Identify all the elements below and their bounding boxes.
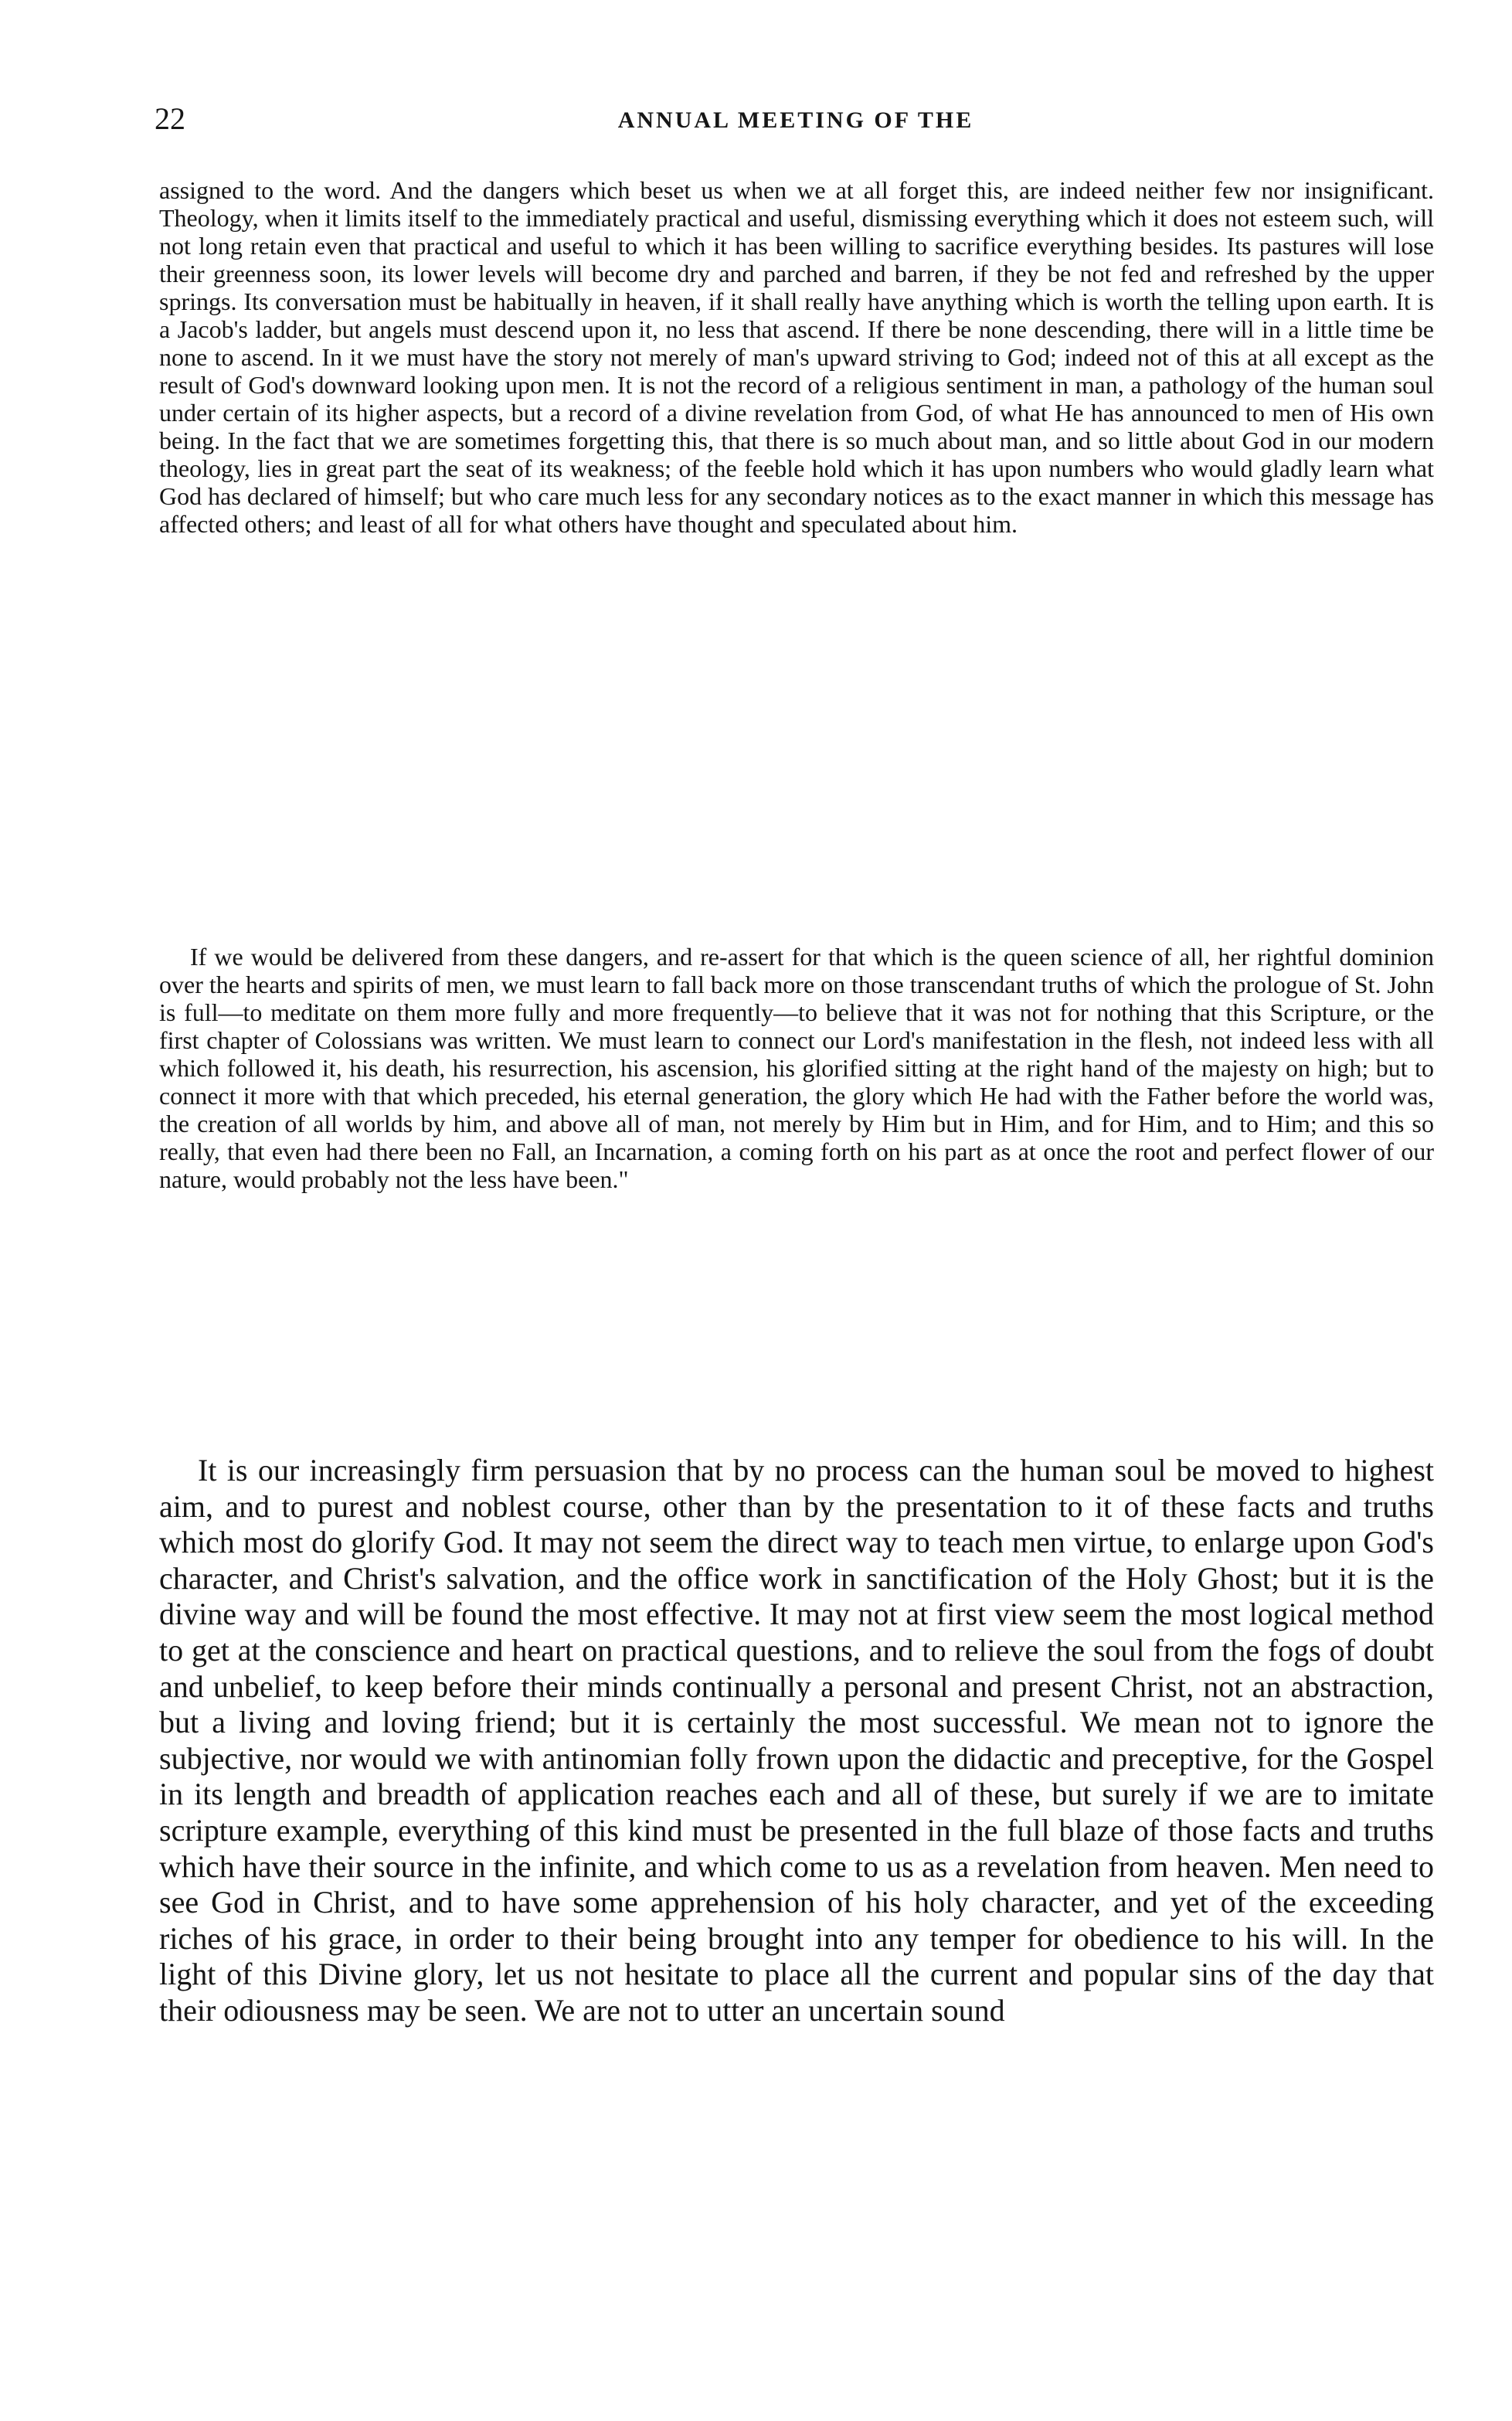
running-head: ANNUAL MEETING OF THE — [617, 107, 974, 133]
quoted-paragraph-2: If we would be delivered from these dangers, and re-assert for that which is the queen science of all, her rightful dominion over the hearts and spirits of men, we must learn to fall back more on those transcendant truths of which the prologue of St. John is full—to meditate on them more fully and more frequently—to believe that it was not for nothing that this Scripture, or the first chapter of Colossians was written. We must learn to connect our Lord's manifestation in the flesh, not indeed less with all which followed it, his death, his resurrection, his ascension, his glorified sitting at the right hand of the majesty on high; but to connect it more with that which preceded, his eternal generation, the glory which He had with the Father before the world was, the creation of all worlds by him, and above all of man, not merely by Him but in Him, and for Him, and to Him; and this so really, that even had there been no Fall, an Incarnation, a coming forth on his part as at once the root and perfect flower of our nature, would probably not the less have been." — [159, 943, 1434, 1193]
quoted-paragraph-1: assigned to the word. And the dangers which beset us when we at all forget this, are indeed neither few nor insignificant. Theology, when it limits itself to the immediately practical and useful, dismissing everything which it does not esteem such, will not long retain even that practical and useful to which it has been willing to sacrifice everything besides. Its pastures will lose their greenness soon, its lower levels will become dry and parched and barren, if they be not fed and refreshed by the upper springs. Its conversation must be habitually in heaven, if it shall really have anything which is worth the telling upon earth. It is a Jacob's ladder, but angels must descend upon it, no less that ascend. If there be none descending, there will in a little time be none to ascend. In it we must have the story not merely of man's upward striving to God; indeed not of this at all except as the result of God's downward looking upon men. It is not the record of a religious sentiment in man, a pathology of the human soul under certain of its higher aspects, but a record of a divine revelation from God, of what He has announced to men of His own being. In the fact that we are sometimes forgetting this, that there is so much about man, and so little about God in our modern theology, lies in great part the seat of its weakness; of the feeble hold which it has upon numbers who would gladly learn what God has declared of himself; but who care much less for any secondary notices as to the exact manner in which this message has affected others; and least of all for what others have thought and speculated about him. — [159, 176, 1434, 538]
page-number: 22 — [155, 101, 185, 136]
body-paragraph: It is our increasingly firm persuasion that by no process can the human soul be moved to highest aim, and to purest and noblest course, other than by the presentation to it of these facts and truths which most do glorify God. It may not seem the direct way to teach men virtue, to enlarge upon God's character, and Christ's salvation, and the office work in sanctification of the Holy Ghost; but it is the divine way and will be found the most effective. It may not at first view seem the most logical method to get at the conscience and heart on practical questions, and to relieve the soul from the fogs of doubt and unbelief, to keep before their minds continually a personal and present Christ, not an abstraction, but a living and loving friend; but it is certainly the most successful. We mean not to ignore the subjective, nor would we with antinomian folly frown upon the didactic and preceptive, for the Gospel in its length and breadth of application reaches each and all of these, but surely if we are to imitate scripture example, everything of this kind must be presented in the full blaze of those facts and truths which have their source in the infinite, and which come to us as a revelation from heaven. Men need to see God in Christ, and to have some apprehension of his holy character, and yet of the exceeding riches of his grace, in order to their being brought into any temper for obedience to his will. In the light of this Divine glory, let us not hesitate to place all the current and popular sins of the day that their odiousness may be seen. We are not to utter an uncertain sound — [159, 1453, 1434, 2028]
page-header — [155, 99, 1437, 145]
